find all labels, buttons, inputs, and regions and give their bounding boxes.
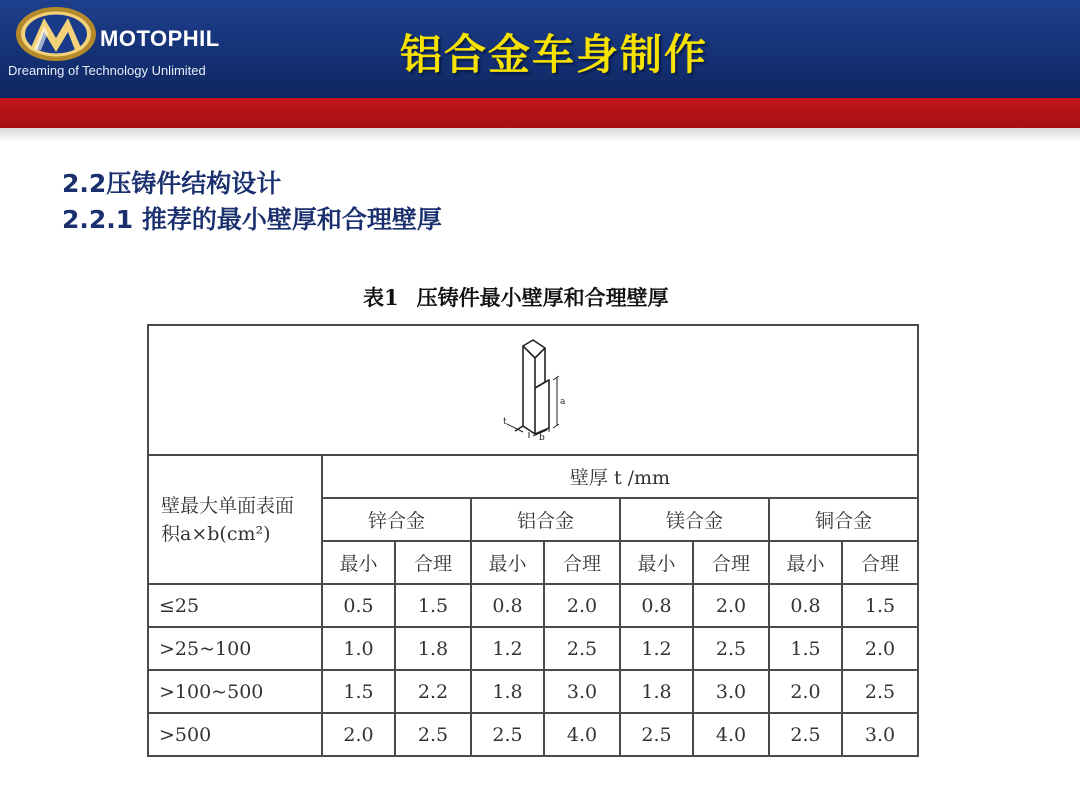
range-cell: ≤25 bbox=[148, 584, 322, 627]
range-cell: >100~500 bbox=[148, 670, 322, 713]
wall-bracket-diagram-icon bbox=[493, 336, 573, 440]
value-cell: 1.5 bbox=[842, 584, 918, 627]
figure-cell bbox=[148, 325, 918, 455]
value-cell: 1.8 bbox=[395, 627, 471, 670]
value-cell: 2.5 bbox=[842, 670, 918, 713]
value-cell: 1.5 bbox=[769, 627, 842, 670]
value-cell: 1.8 bbox=[471, 670, 544, 713]
value-cell: 0.8 bbox=[471, 584, 544, 627]
figure-label-b: b bbox=[539, 432, 545, 440]
figure-label-a: a bbox=[560, 396, 566, 407]
value-cell: 3.0 bbox=[544, 670, 620, 713]
value-cell: 2.2 bbox=[395, 670, 471, 713]
value-cell: 3.0 bbox=[693, 670, 769, 713]
sub-header-reasonable: 合理 bbox=[693, 541, 769, 584]
red-divider-band bbox=[0, 98, 1080, 128]
table-row bbox=[148, 627, 918, 670]
value-cell: 1.5 bbox=[322, 670, 395, 713]
sub-header-min: 最小 bbox=[769, 541, 842, 584]
thickness-header-cell: 壁厚 t /mm bbox=[322, 455, 918, 498]
table-row bbox=[148, 713, 918, 756]
section-heading: 2.2压铸件结构设计 bbox=[62, 169, 282, 198]
band-shadow bbox=[0, 128, 1080, 142]
motophil-logo-icon bbox=[14, 6, 98, 62]
alloy-header-zinc: 锌合金 bbox=[322, 498, 471, 541]
value-cell: 0.5 bbox=[322, 584, 395, 627]
value-cell: 2.5 bbox=[693, 627, 769, 670]
sub-header-reasonable: 合理 bbox=[395, 541, 471, 584]
table-row bbox=[148, 584, 918, 627]
sub-header-reasonable: 合理 bbox=[544, 541, 620, 584]
brand-tagline: Dreaming of Technology Unlimited bbox=[8, 63, 206, 78]
range-cell: >500 bbox=[148, 713, 322, 756]
table-caption-text: 压铸件最小壁厚和合理壁厚 bbox=[416, 285, 669, 310]
table-row bbox=[148, 670, 918, 713]
table-caption-number: 表1 bbox=[363, 285, 399, 310]
value-cell: 2.0 bbox=[842, 627, 918, 670]
value-cell: 1.8 bbox=[620, 670, 693, 713]
sub-header-min: 最小 bbox=[471, 541, 544, 584]
subsection-heading: 2.2.1 推荐的最小壁厚和合理壁厚 bbox=[62, 205, 442, 234]
value-cell: 2.5 bbox=[620, 713, 693, 756]
value-cell: 4.0 bbox=[544, 713, 620, 756]
value-cell: 2.0 bbox=[693, 584, 769, 627]
sub-header-min: 最小 bbox=[322, 541, 395, 584]
value-cell: 2.5 bbox=[769, 713, 842, 756]
value-cell: 1.0 bbox=[322, 627, 395, 670]
value-cell: 2.0 bbox=[769, 670, 842, 713]
slide-title: 铝合金车身制作 bbox=[400, 30, 709, 79]
alloy-header-copper: 铜合金 bbox=[769, 498, 918, 541]
value-cell: 2.5 bbox=[544, 627, 620, 670]
value-cell: 4.0 bbox=[693, 713, 769, 756]
value-cell: 0.8 bbox=[620, 584, 693, 627]
sub-header-min: 最小 bbox=[620, 541, 693, 584]
area-header-line2: 积a×b(cm²) bbox=[161, 522, 271, 545]
table-caption bbox=[363, 282, 669, 312]
header-band bbox=[0, 0, 1080, 98]
wall-thickness-table-wrapper bbox=[147, 324, 919, 757]
alloy-header-aluminum: 铝合金 bbox=[471, 498, 620, 541]
value-cell: 1.2 bbox=[471, 627, 544, 670]
value-cell: 2.0 bbox=[322, 713, 395, 756]
sub-header-reasonable: 合理 bbox=[842, 541, 918, 584]
wall-thickness-table bbox=[147, 324, 919, 757]
area-header-line1: 壁最大单面表面 bbox=[161, 494, 295, 517]
value-cell: 2.5 bbox=[471, 713, 544, 756]
brand-name: MOTOPHIL bbox=[100, 26, 220, 51]
value-cell: 2.5 bbox=[395, 713, 471, 756]
value-cell: 2.0 bbox=[544, 584, 620, 627]
value-cell: 3.0 bbox=[842, 713, 918, 756]
value-cell: 1.5 bbox=[395, 584, 471, 627]
figure-label-t: t bbox=[503, 416, 507, 427]
area-header-cell bbox=[148, 455, 322, 584]
range-cell: >25~100 bbox=[148, 627, 322, 670]
alloy-header-magnesium: 镁合金 bbox=[620, 498, 769, 541]
value-cell: 0.8 bbox=[769, 584, 842, 627]
value-cell: 1.2 bbox=[620, 627, 693, 670]
